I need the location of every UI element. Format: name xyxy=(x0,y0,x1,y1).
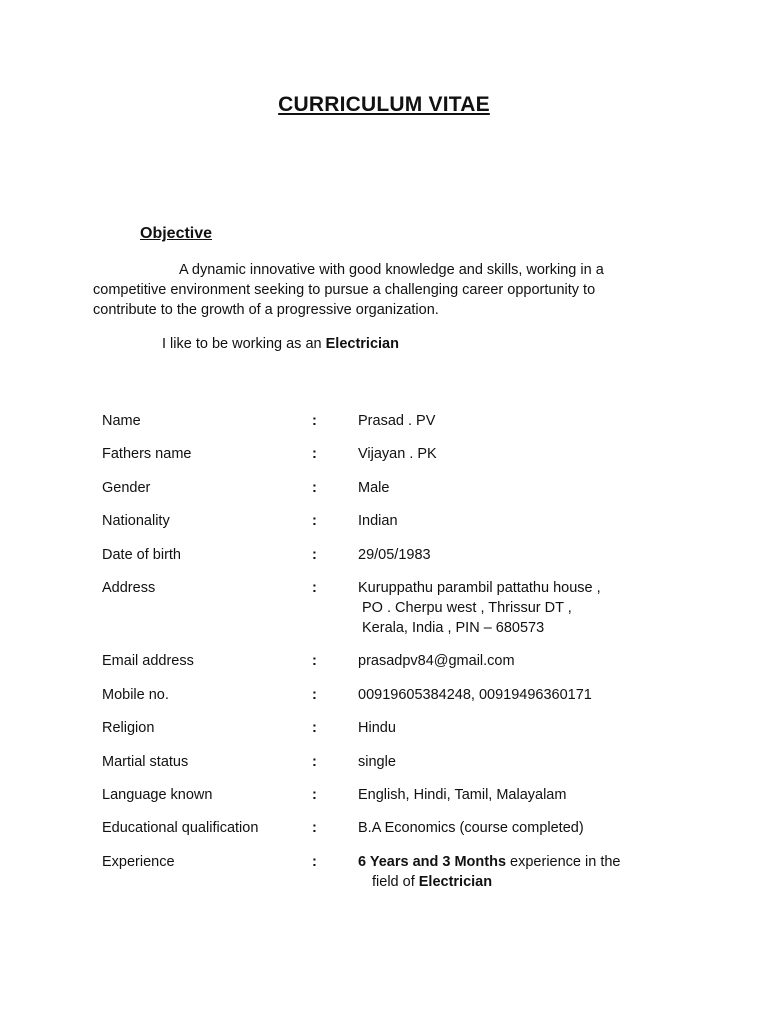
detail-separator: : xyxy=(312,686,317,703)
detail-separator: : xyxy=(312,413,317,429)
detail-value: prasadpv84@gmail.com xyxy=(358,653,515,670)
detail-separator: : xyxy=(312,653,317,670)
detail-row-experience xyxy=(102,852,702,892)
address-line-3: Kerala, India , PIN – 680573 xyxy=(362,619,545,636)
experience-field: Electrician xyxy=(418,873,493,890)
detail-row-email xyxy=(102,651,702,671)
detail-label: Address xyxy=(102,579,156,596)
detail-row-gender xyxy=(102,478,702,498)
detail-row-religion xyxy=(102,718,702,738)
detail-separator: : xyxy=(312,579,317,596)
detail-value: English, Hindi, Tamil, Malayalam xyxy=(358,786,567,803)
experience-duration: 6 Years and 3 Months xyxy=(358,853,507,870)
document-title: CURRICULUM VITAE xyxy=(278,93,490,116)
detail-separator: : xyxy=(312,446,317,463)
preference-role: Electrician xyxy=(325,336,399,352)
detail-row-address xyxy=(102,578,702,638)
detail-row-mobile xyxy=(102,685,702,705)
detail-label: Name xyxy=(102,413,141,429)
detail-separator: : xyxy=(312,786,317,803)
detail-row-nationality xyxy=(102,511,702,531)
detail-separator: : xyxy=(312,720,317,737)
detail-label: Experience xyxy=(102,853,175,870)
address-line-2: PO . Cherpu west , Thrissur DT , xyxy=(362,599,572,616)
personal-details-table xyxy=(102,411,702,905)
detail-separator: : xyxy=(312,513,317,530)
objective-heading: Objective xyxy=(140,225,213,242)
objective-paragraph: A dynamic innovative with good knowledge and skills, working in a competitive environment seeking to pursue a challenging career opportunity to contribute to the growth of a progressive organization. xyxy=(93,262,604,318)
detail-row-education xyxy=(102,818,702,838)
detail-value: 29/05/1983 xyxy=(358,546,431,563)
detail-value: single xyxy=(358,753,396,770)
detail-row-name xyxy=(102,411,702,431)
address-line-1: Kuruppathu parambil pattathu house , xyxy=(358,579,601,596)
detail-row-languages xyxy=(102,785,702,805)
detail-label: Language known xyxy=(102,786,213,803)
career-preference xyxy=(162,334,399,354)
detail-row-marital-status xyxy=(102,752,702,772)
detail-row-date-of-birth xyxy=(102,545,702,565)
detail-value: Hindu xyxy=(358,720,396,737)
detail-label: Date of birth xyxy=(102,546,181,563)
detail-value: 00919605384248, 00919496360171 xyxy=(358,686,592,703)
experience-text: experience in the xyxy=(506,853,621,870)
detail-separator: : xyxy=(312,546,317,563)
detail-separator: : xyxy=(312,853,317,870)
detail-label: Martial status xyxy=(102,753,189,770)
detail-label: Email address xyxy=(102,653,194,670)
detail-value: Vijayan . PK xyxy=(358,446,437,463)
detail-separator: : xyxy=(312,820,317,837)
detail-value xyxy=(358,578,702,638)
detail-label: Nationality xyxy=(102,513,170,530)
detail-value xyxy=(358,852,702,892)
detail-label: Fathers name xyxy=(102,446,192,463)
detail-label: Mobile no. xyxy=(102,686,169,703)
detail-value: B.A Economics (course completed) xyxy=(358,820,584,837)
experience-field-line xyxy=(358,872,702,892)
detail-value: Indian xyxy=(358,513,398,530)
experience-field-prefix: field of xyxy=(372,873,419,890)
detail-value: Male xyxy=(358,479,390,496)
detail-separator: : xyxy=(312,753,317,770)
detail-row-fathers-name xyxy=(102,444,702,464)
detail-label: Educational qualification xyxy=(102,820,259,837)
preference-prefix: I like to be working as an xyxy=(162,336,322,352)
detail-separator: : xyxy=(312,479,317,496)
detail-label: Gender xyxy=(102,479,151,496)
detail-label: Religion xyxy=(102,720,155,737)
detail-value: Prasad . PV xyxy=(358,413,436,429)
